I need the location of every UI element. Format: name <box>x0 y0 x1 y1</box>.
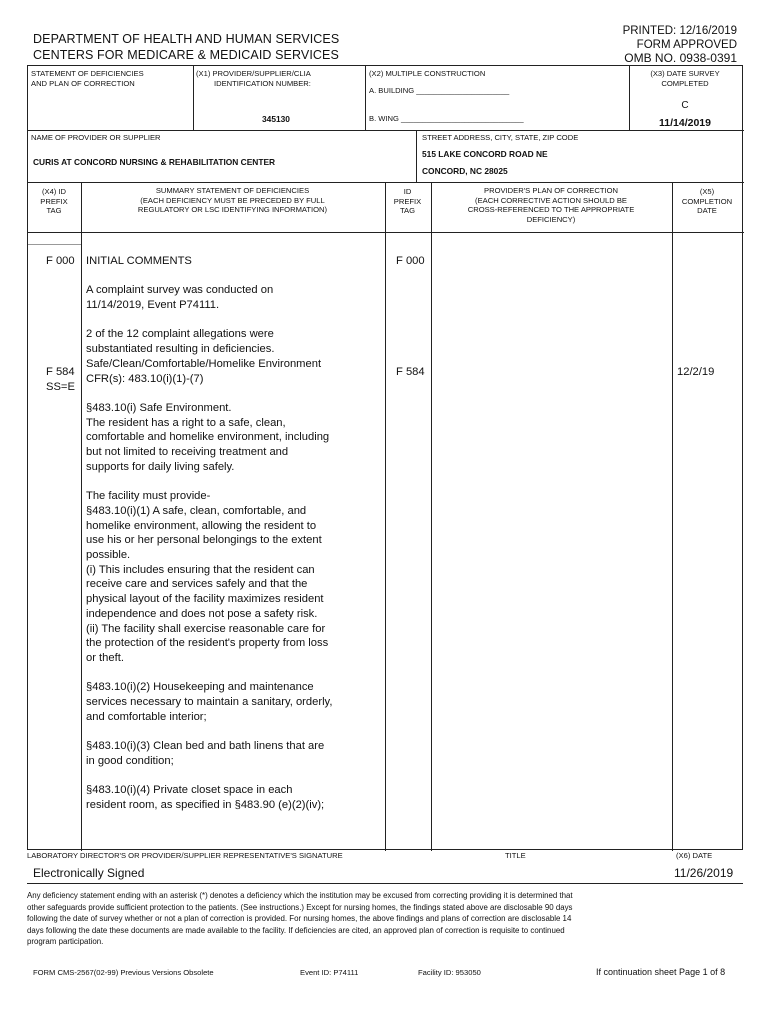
survey-code: C <box>681 100 689 111</box>
statement-label: STATEMENT OF DEFICIENCIES AND PLAN OF CORRECTION <box>31 69 144 88</box>
initial-comments-heading: INITIAL COMMENTS <box>86 255 192 267</box>
address-label: STREET ADDRESS, CITY, STATE, ZIP CODE <box>422 133 579 142</box>
signature-date: 11/26/2019 <box>674 866 734 880</box>
event-id: Event ID: P74111 <box>300 968 359 977</box>
address-line-2: CONCORD, NC 28025 <box>422 166 508 176</box>
title-label: TITLE <box>505 851 526 860</box>
summary-paragraph: §483.10(i) Safe Environment. The resident has a right to a safe, clean, comfortable and homelike environment, including but not limited to receiving treatment and supports for daily living safely. <box>86 401 330 473</box>
signature-value: Electronically Signed <box>33 866 145 880</box>
plan-column-header: PROVIDER'S PLAN OF CORRECTION (EACH CORRECTIVE ACTION SHOULD BE CROSS-REFERENCED TO THE APPROPRIATE DEFICIENCY) <box>467 186 635 224</box>
right-tag-f000: F 000 <box>396 255 425 267</box>
x5-column-header: (X5) COMPLETION DATE <box>681 187 733 215</box>
survey-completed-date: 11/14/2019 <box>659 117 711 129</box>
printed-date: PRINTED: 12/16/2019 <box>622 25 737 37</box>
agency-header <box>33 31 339 63</box>
summary-paragraph: A complaint survey was conducted on 11/14/2019, Event P74111. <box>86 284 274 312</box>
right-tag-f584: F 584 <box>396 366 425 378</box>
provider-name: CURIS AT CONCORD NURSING & REHABILITATION CENTER <box>33 157 276 167</box>
department-name: DEPARTMENT OF HEALTH AND HUMAN SERVICES <box>33 32 340 46</box>
x2-label: (X2) MULTIPLE CONSTRUCTION <box>369 69 486 78</box>
summary-paragraph: The facility must provide- §483.10(i)(1) A safe, clean, comfortable, and homelike environment, allowing the resident to use his or her personal belongings to the extent possible. (i) This includes ensuring that the resident can receive care and services safely and that the physical layout of the facility maximizes resident independence and does not pose a safety risk. (ii) The facility shall exercise reasonable care for the protection of the resident's property from loss or theft. <box>86 490 329 664</box>
facility-id: Facility ID: 953050 <box>418 968 481 977</box>
summary-statement <box>86 254 386 827</box>
id-column-header: ID PREFIX TAG <box>393 187 422 215</box>
form-approved: FORM APPROVED <box>636 38 737 51</box>
page-number: If continuation sheet Page 1 of 8 <box>596 967 726 977</box>
summary-column-header: SUMMARY STATEMENT OF DEFICIENCIES (EACH DEFICIENCY MUST BE PRECEDED BY FULL REGULATORY OR LSC IDENTIFYING INFORMATION) <box>137 186 328 214</box>
tag-f584: F 584 <box>46 366 75 378</box>
address-line-1: 515 LAKE CONCORD ROAD NE <box>422 149 548 159</box>
provider-id-number: 345130 <box>262 114 290 124</box>
provider-name-label: NAME OF PROVIDER OR SUPPLIER <box>31 133 161 142</box>
signature-date-label: (X6) DATE <box>676 851 713 860</box>
disclaimer: Any deficiency statement ending with an asterisk (*) denotes a deficiency which the institution may be excused from correcting providing it is determined that other safeguards provide sufficient protection to the patients. (See instructions.) Except for nursing homes, the findings stated above are disclosable 90 days following the date of survey whether or not a plan of correction is provided. For nursing homes, the above findings and plans of correction are disclosable 14 days following the date these documents are made available to the facility. If deficiencies are cited, an approved plan of correction is requisite to continued program participation. <box>27 891 573 947</box>
form-id: FORM CMS-2567(02-99) Previous Versions Obsolete <box>33 968 214 977</box>
omb-number: OMB NO. 0938-0391 <box>624 51 737 65</box>
tag-severity: SS=E <box>46 381 75 393</box>
summary-paragraph: §483.10(i)(2) Housekeeping and maintenance services necessary to maintain a sanitary, orderly, and comfortable interior; <box>86 681 333 723</box>
summary-paragraph: §483.10(i)(4) Private closet space in each resident room, as specified in §483.90 (e)(2)(iv); <box>86 784 325 811</box>
form-approval-block <box>623 25 737 66</box>
signature-rule <box>27 883 743 884</box>
x4-column-header: (X4) ID PREFIX TAG <box>40 187 68 215</box>
tag-f000: F 000 <box>46 255 75 267</box>
x3-label: (X3) DATE SURVEY COMPLETED <box>650 69 720 88</box>
x1-label: (X1) PROVIDER/SUPPLIER/CLIA IDENTIFICATION NUMBER: <box>196 69 311 88</box>
building-field: A. BUILDING ______________________ <box>369 86 510 95</box>
summary-paragraph: §483.10(i)(3) Clean bed and bath linens that are in good condition; <box>86 740 325 767</box>
centers-name: CENTERS FOR MEDICARE & MEDICAID SERVICES <box>33 48 339 62</box>
summary-paragraph: 2 of the 12 complaint allegations were substantiated resulting in deficiencies. Safe/Clean/Comfortable/Homelike Environment CFR(s): 483.10(i)(1)-(7) <box>86 328 322 385</box>
signature-label: LABORATORY DIRECTOR'S OR PROVIDER/SUPPLIER REPRESENTATIVE'S SIGNATURE <box>27 851 343 860</box>
completion-date: 12/2/19 <box>677 366 715 378</box>
wing-field: B. WING _____________________________ <box>369 114 524 123</box>
